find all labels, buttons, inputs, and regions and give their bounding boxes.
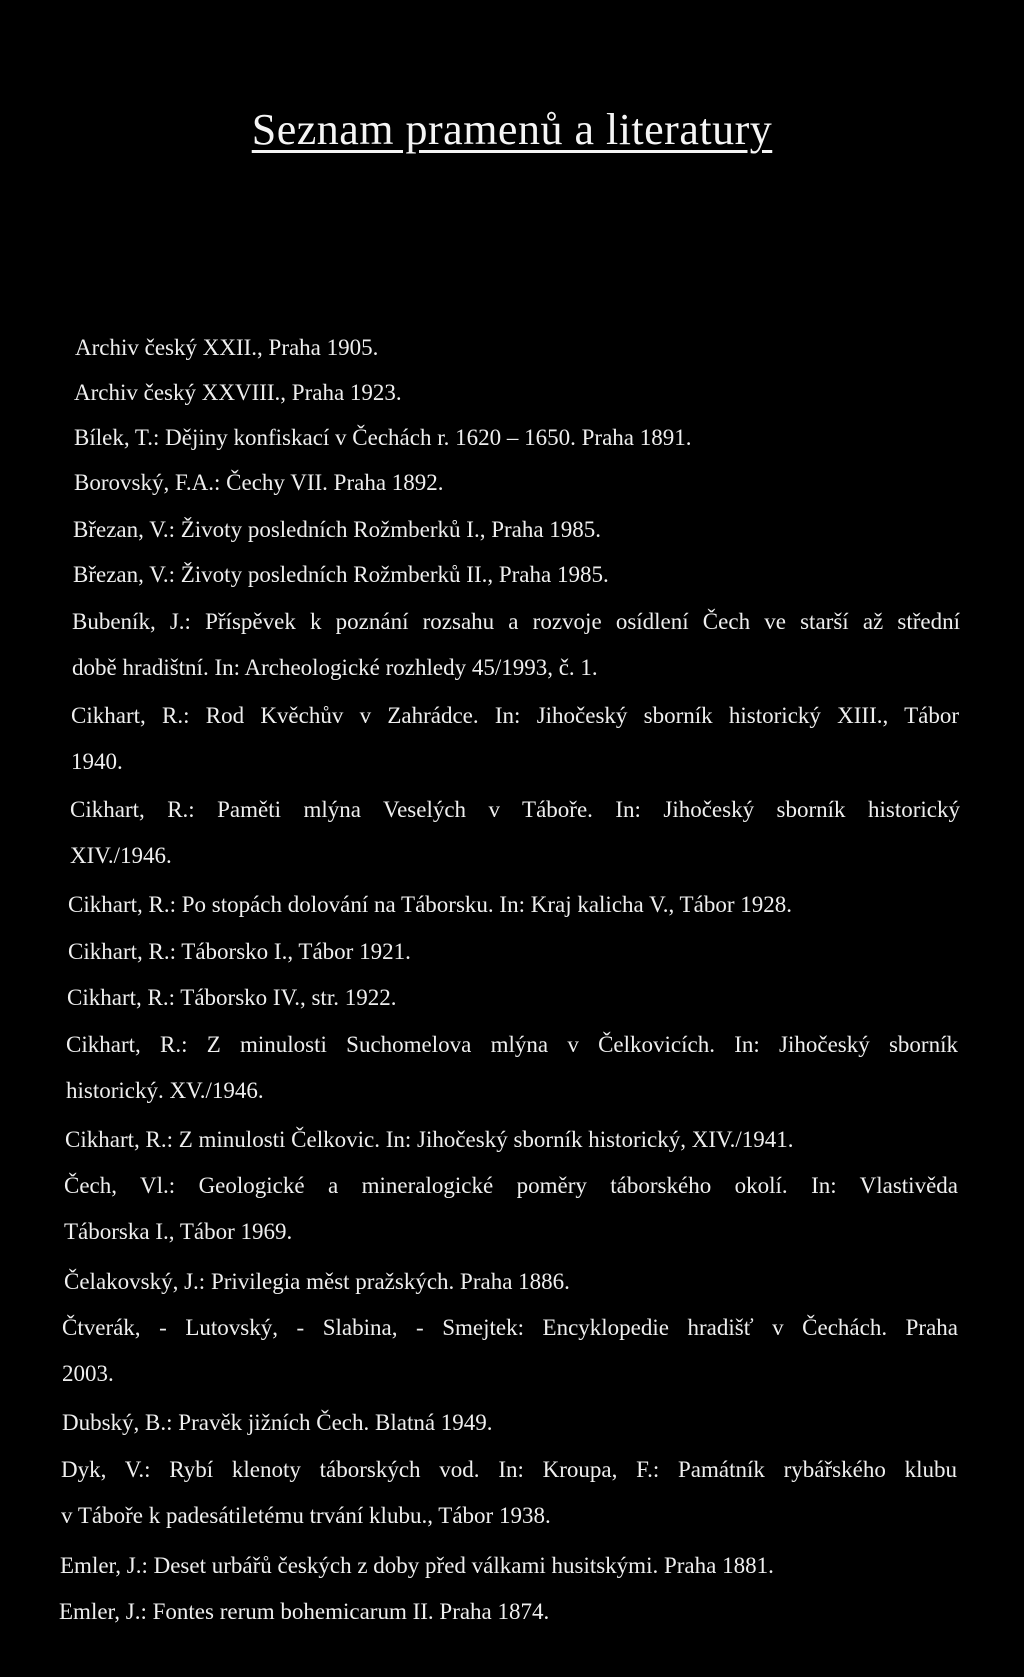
entry-line: Emler, J.: Deset urbářů českých z doby před válkami husitskými. Praha 1881. — [60, 1553, 774, 1578]
bibliography-entry — [68, 938, 948, 966]
entry-line: Archiv český XXVIII., Praha 1923. — [74, 380, 402, 405]
entry-line-continued: době hradištní. In: Archeologické rozhledy 45/1993, č. 1. — [72, 655, 598, 680]
bibliography-entry — [64, 1268, 944, 1296]
entry-line: Archiv český XXII., Praha 1905. — [75, 335, 379, 360]
bibliography-entry — [75, 334, 955, 362]
bibliography-entry — [59, 1598, 939, 1626]
entry-line-continued: 2003. — [62, 1361, 114, 1386]
bibliography-entry — [73, 561, 953, 589]
bibliography-entry — [66, 1031, 958, 1105]
bibliography-entry — [73, 516, 953, 544]
entry-line: Cikhart, R.: Rod Kvěchův v Zahrádce. In: Jihočeský sborník historický XIII., Tábor — [71, 703, 959, 728]
entry-line: Březan, V.: Životy posledních Rožmberků II., Praha 1985. — [73, 562, 609, 587]
entry-line: Bubeník, J.: Příspěvek k poznání rozsahu a rozvoje osídlení Čech ve starší až střední — [72, 609, 960, 634]
entry-line-continued: v Táboře k padesátiletému trvání klubu., Tábor 1938. — [61, 1503, 551, 1528]
entry-line: Cikhart, R.: Paměti mlýna Veselých v Táboře. In: Jihočeský sborník historický — [70, 797, 960, 822]
bibliography-entry — [62, 1409, 942, 1437]
bibliography-entry — [65, 1126, 945, 1154]
entry-line: Cikhart, R.: Táborsko IV., str. 1922. — [67, 985, 397, 1010]
bibliography-entry — [74, 424, 954, 452]
bibliography-entry — [60, 1552, 940, 1580]
entry-line: Březan, V.: Životy posledních Rožmberků I., Praha 1985. — [73, 517, 602, 542]
bibliography-entry — [72, 608, 960, 682]
bibliography-entry — [70, 796, 960, 870]
entry-line: Cikhart, R.: Z minulosti Suchomelova mlýna v Čelkovicích. In: Jihočeský sborník — [66, 1032, 958, 1057]
bibliography-entry — [74, 469, 954, 497]
entry-line-continued: historický. XV./1946. — [66, 1078, 264, 1103]
bibliography-entry — [64, 1172, 958, 1246]
entry-line: Čtverák, - Lutovský, - Slabina, - Smejtek: Encyklopedie hradišť v Čechách. Praha — [62, 1315, 958, 1340]
entry-line-continued: Táborska I., Tábor 1969. — [64, 1219, 293, 1244]
entry-line: Dyk, V.: Rybí klenoty táborských vod. In: Kroupa, F.: Památník rybářského klubu — [61, 1457, 957, 1482]
bibliography-entry — [68, 891, 948, 919]
entry-line: Cikhart, R.: Táborsko I., Tábor 1921. — [68, 939, 411, 964]
entry-line-continued: XIV./1946. — [70, 843, 172, 868]
entry-line: Čech, Vl.: Geologické a mineralogické poměry táborského okolí. In: Vlastivěda — [64, 1173, 958, 1198]
entry-line: Bílek, T.: Dějiny konfiskací v Čechách r. 1620 – 1650. Praha 1891. — [74, 425, 692, 450]
bibliography-entry — [62, 1314, 958, 1388]
entry-line: Cikhart, R.: Po stopách dolování na Táborsku. In: Kraj kalicha V., Tábor 1928. — [68, 892, 792, 917]
entry-line: Emler, J.: Fontes rerum bohemicarum II. Praha 1874. — [59, 1599, 550, 1624]
page-title: Seznam pramenů a literatury — [251, 105, 773, 154]
entry-line: Cikhart, R.: Z minulosti Čelkovic. In: Jihočeský sborník historický, XIV./1941. — [65, 1127, 794, 1152]
entry-line: Borovský, F.A.: Čechy VII. Praha 1892. — [74, 470, 444, 495]
entry-line-continued: 1940. — [71, 749, 123, 774]
entry-line: Čelakovský, J.: Privilegia měst pražských. Praha 1886. — [64, 1269, 570, 1294]
entry-line: Dubský, B.: Pravěk jižních Čech. Blatná 1949. — [62, 1410, 493, 1435]
bibliography-entry — [67, 984, 947, 1012]
bibliography-entry — [61, 1456, 957, 1530]
bibliography-entry — [71, 702, 959, 776]
bibliography-entry — [74, 379, 954, 407]
